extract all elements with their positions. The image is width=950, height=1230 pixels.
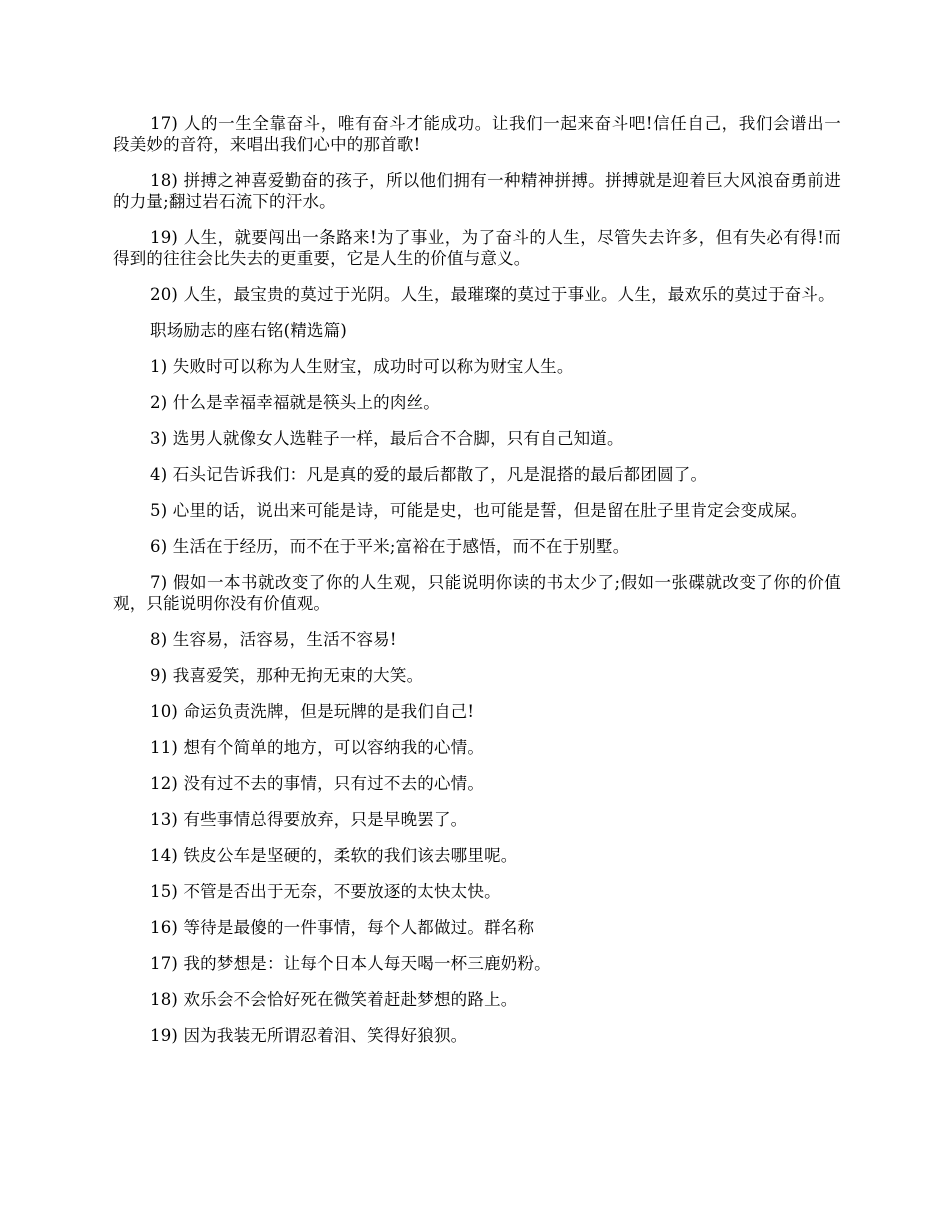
list-item: 9) 我喜爱笑，那种无拘无束的大笑。: [150, 666, 424, 685]
list-item: 13) 有些事情总得要放弃，只是早晚罢了。: [150, 810, 468, 829]
paragraph: 19) 人生，就要闯出一条路来!为了事业，为了奋斗的人生，尽管失去许多，但有失必有得!而得到的往往会比失去的更重要，它是人生的价值与意义。: [113, 228, 841, 268]
list-item: 1) 失败时可以称为人生财宝，成功时可以称为财宝人生。: [150, 357, 574, 376]
paragraph: 18) 拼搏之神喜爱勤奋的孩子，所以他们拥有一种精神拼搏。拼搏就是迎着巨大风浪奋勇前进的力量;翻过岩石流下的汗水。: [113, 171, 841, 211]
paragraph: 20) 人生，最宝贵的莫过于光阴。人生，最璀璨的莫过于事业。人生，最欢乐的莫过于奋斗。: [150, 285, 835, 304]
document-body: [113, 113, 841, 1061]
list-item: 7) 假如一本书就改变了你的人生观，只能说明你读的书太少了;假如一张碟就改变了你的价值观，只能说明你没有价值观。: [113, 573, 841, 613]
list-item: 19) 因为我装无所谓忍着泪、笑得好狼狈。: [150, 1026, 468, 1045]
list-item: 5) 心里的话，说出来可能是诗，可能是史，也可能是誓，但是留在肚子里肯定会变成屎。: [150, 501, 808, 520]
section-title: 职场励志的座右铭(精选篇): [150, 321, 347, 340]
list-item: 2) 什么是幸福幸福就是筷头上的肉丝。: [150, 393, 440, 412]
list-item: 6) 生活在于经历，而不在于平米;富裕在于感悟，而不在于别墅。: [150, 537, 630, 556]
list-item: 12) 没有过不去的事情，只有过不去的心情。: [150, 774, 485, 793]
list-item: 15) 不管是否出于无奈，不要放逐的太快太快。: [150, 882, 501, 901]
list-item: 4) 石头记告诉我们：凡是真的爱的最后都散了，凡是混搭的最后都团圆了。: [150, 465, 708, 484]
list-item: 18) 欢乐会不会恰好死在微笑着赶赴梦想的路上。: [150, 990, 518, 1009]
list-item: 17) 我的梦想是：让每个日本人每天喝一杯三鹿奶粉。: [150, 954, 551, 973]
paragraph: 17) 人的一生全靠奋斗，唯有奋斗才能成功。让我们一起来奋斗吧!信任自己，我们会谱出一段美妙的音符，来唱出我们心中的那首歌!: [113, 114, 841, 154]
list-item: 11) 想有个简单的地方，可以容纳我的心情。: [150, 738, 485, 757]
list-item: 3) 选男人就像女人选鞋子一样，最后合不合脚，只有自己知道。: [150, 429, 624, 448]
list-item: 14) 铁皮公车是坚硬的，柔软的我们该去哪里呢。: [150, 846, 518, 865]
list-item: 8) 生容易，活容易，生活不容易!: [150, 630, 397, 649]
list-item: 10) 命运负责洗牌，但是玩牌的是我们自己!: [150, 702, 475, 721]
list-item: 16) 等待是最傻的一件事情，每个人都做过。群名称: [150, 918, 535, 937]
